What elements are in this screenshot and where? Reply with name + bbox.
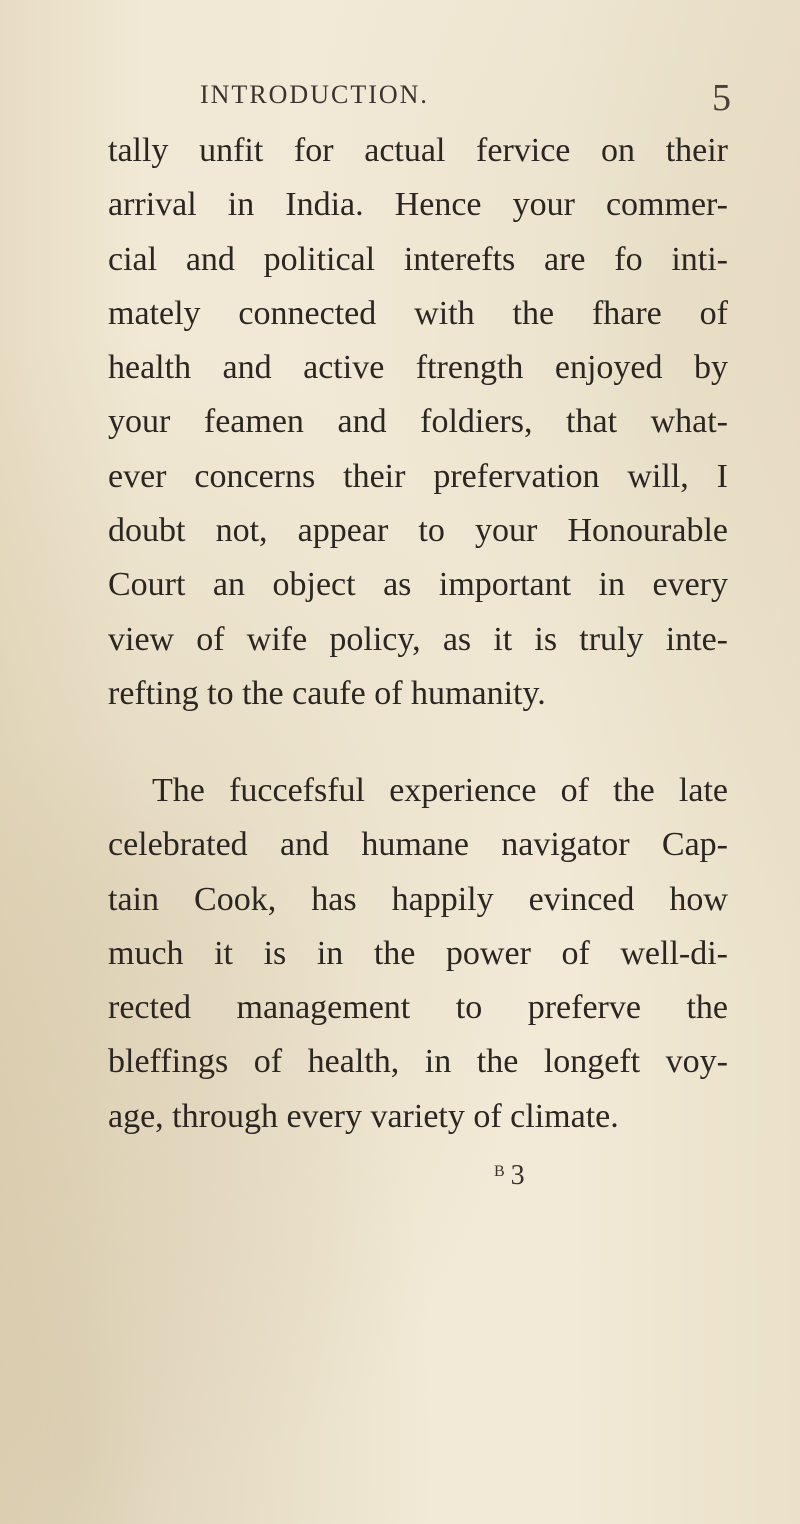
text-line: The fuccefsful experience of the late: [152, 772, 728, 809]
text-line: cial and political interefts are fo inti-: [108, 240, 728, 278]
running-title: INTRODUCTION.: [200, 80, 429, 109]
text-line: refting to the caufe of humanity.: [108, 674, 546, 712]
text-line: your feamen and foldiers, that what-: [108, 403, 728, 441]
text-line: arrival in India. Hence your commer-: [108, 186, 728, 224]
text-line: view of wife policy, as it is truly inte-: [108, 620, 728, 658]
text-line: tally unfit for actual fervice on their: [108, 132, 728, 169]
signature-number: 3: [510, 1160, 525, 1191]
text-line: age, through every variety of climate.: [108, 1097, 619, 1135]
text-line: health and active ftrength enjoyed by: [108, 349, 728, 387]
signature-letter: B: [494, 1163, 505, 1180]
text-line: rected management to preferve the: [108, 989, 728, 1027]
text-line: tain Cook, has happily evinced how: [108, 880, 728, 918]
text-line: mately connected with the fhare of: [108, 294, 728, 332]
text-line: celebrated and humane navigator Cap-: [108, 826, 728, 864]
text-line: much it is in the power of well-di-: [108, 934, 728, 972]
text-line: Court an object as important in every: [108, 566, 728, 604]
text-line: bleffings of health, in the longeft voy-: [108, 1043, 728, 1081]
text-line: doubt not, appear to your Honourable: [108, 512, 728, 550]
paragraph-2: [108, 764, 728, 1144]
paragraph-1: [108, 124, 728, 721]
signature-mark: [494, 1160, 525, 1192]
page-number: 5: [712, 77, 731, 119]
text-line: ever concerns their prefervation will, I: [108, 457, 728, 495]
